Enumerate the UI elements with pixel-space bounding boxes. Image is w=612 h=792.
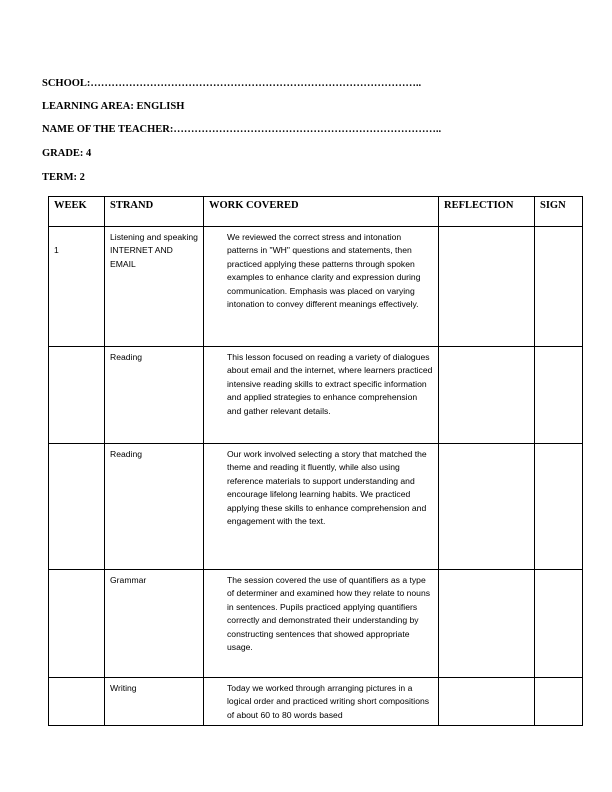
learning-area: LEARNING AREA: ENGLISH [42,101,185,112]
sign-cell [535,570,583,678]
term: TERM: 2 [42,172,85,183]
week-cell [49,570,105,678]
col-sign: SIGN [535,197,583,227]
work-cell: This lesson focused on reading a variety of dialogues about email and the internet, where learners practiced intensive reading skills to extract specific information and applied strategies to enhance comprehension and gather relevant details. [204,347,439,444]
work-cell: Our work involved selecting a story that matched the theme and reading it fluently, while also using reference materials to support understanding and encourage lifelong learning habits. We practiced applying these skills to enhance comprehension and engagement with the text. [204,444,439,570]
school-field: SCHOOL:………………………………………………………………………………….. [42,78,422,89]
sign-cell [535,227,583,347]
teacher-field: NAME OF THE TEACHER:………………………………………………………………….. [42,124,442,135]
col-reflection: REFLECTION [439,197,535,227]
strand-cell: Listening and speaking INTERNET AND EMAIL [105,227,204,347]
table-row [49,570,583,678]
week-cell [49,347,105,444]
col-week: WEEK [49,197,105,227]
reflection-cell [439,347,535,444]
strand-cell: Writing [105,678,204,726]
week-cell [49,444,105,570]
strand-cell: Grammar [105,570,204,678]
col-strand: STRAND [105,197,204,227]
table-header-row [49,197,583,227]
work-cell: Today we worked through arranging pictures in a logical order and practiced writing short compositions of about 60 to 80 words based [204,678,439,726]
table-row [49,227,583,347]
table-row [49,444,583,570]
strand-cell: Reading [105,347,204,444]
grade: GRADE: 4 [42,148,92,159]
table-row [49,678,583,726]
sign-cell [535,444,583,570]
reflection-cell [439,227,535,347]
work-cell: The session covered the use of quantifiers as a type of determiner and examined how they relate to nouns in sentences. Pupils practiced applying quantifiers correctly and demonstrated their understanding by constructing sentences that showed appropriate usage. [204,570,439,678]
table-row [49,347,583,444]
week-cell: 1 [49,227,105,347]
reflection-cell [439,570,535,678]
strand-cell: Reading [105,444,204,570]
record-of-work-table [48,196,583,726]
reflection-cell [439,444,535,570]
work-cell: We reviewed the correct stress and intonation patterns in "WH" questions and statements, then practiced applying these patterns through spoken examples to enhance clarity and expression during communication. Emphasis was placed on varying intonation to convey different meanings effectively. [204,227,439,347]
col-work-covered: WORK COVERED [204,197,439,227]
reflection-cell [439,678,535,726]
sign-cell [535,347,583,444]
week-cell [49,678,105,726]
sign-cell [535,678,583,726]
